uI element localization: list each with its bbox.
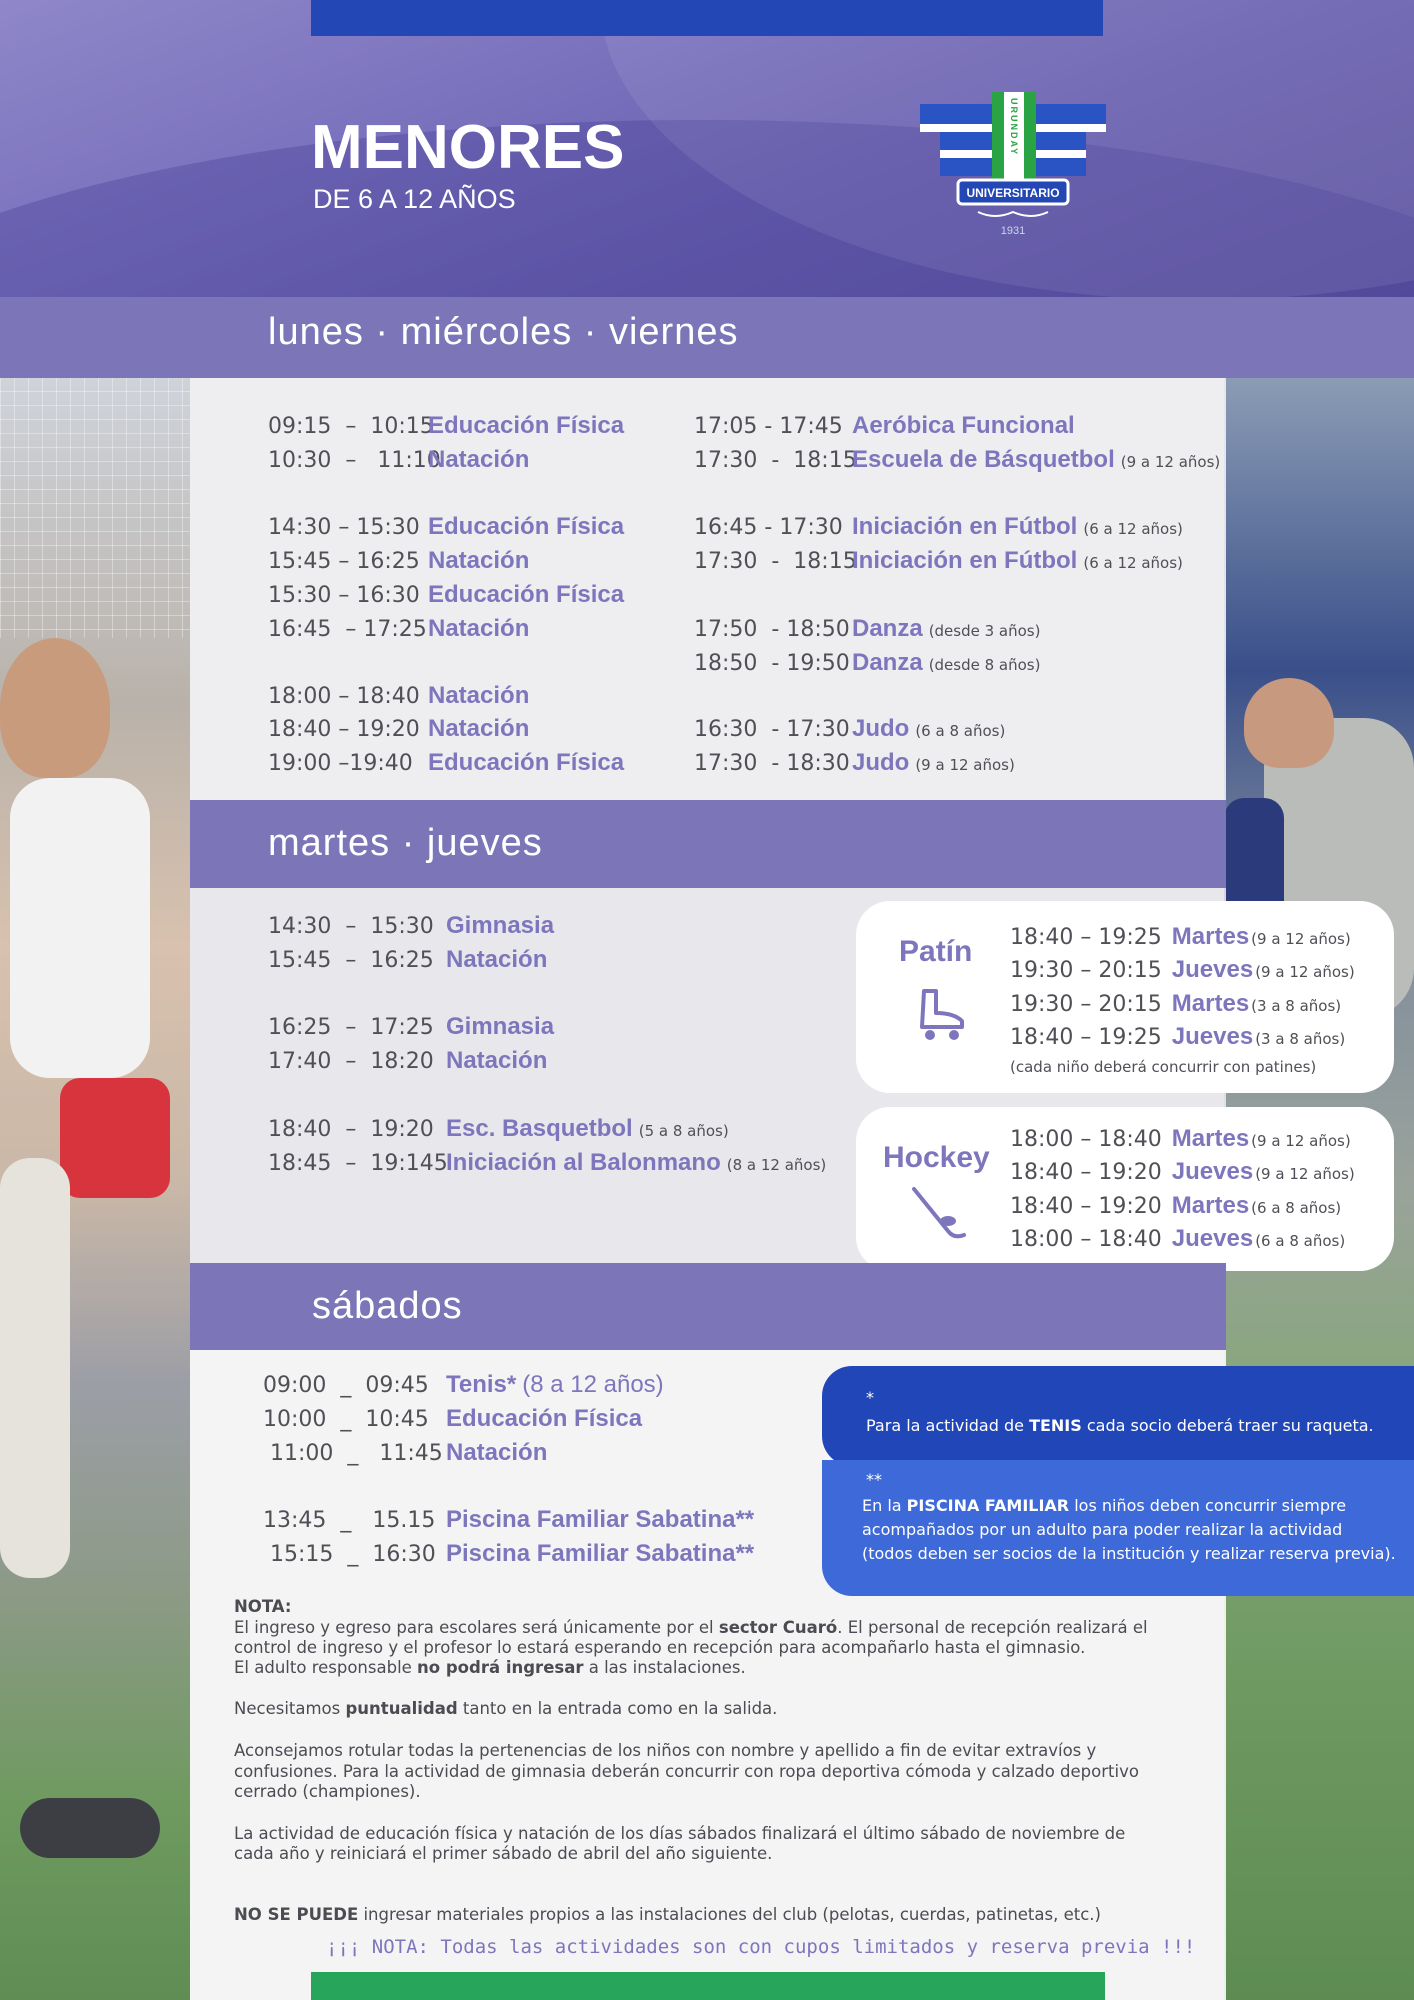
piscina-note-line1: En la PISCINA FAMILIAR los niños deben concurrir siempre xyxy=(862,1496,1347,1515)
row-time: 18:40 – 19:25 xyxy=(1010,925,1162,950)
row-note: (8 a 12 años) xyxy=(726,1156,827,1174)
schedule-row xyxy=(263,1506,760,1534)
schedule-row xyxy=(694,446,1220,474)
row-activity: Iniciación en Fútbol xyxy=(852,513,1078,540)
row-note: (6 a 8 años) xyxy=(915,722,1006,740)
row-activity: Iniciación en Fútbol xyxy=(852,547,1078,574)
logo-vertical-text: URUNDAY xyxy=(1009,98,1019,157)
schedule-row xyxy=(268,513,630,541)
patin-row xyxy=(1010,1023,1345,1051)
row-activity: Educación Física xyxy=(428,412,625,439)
club-logo xyxy=(920,92,1106,242)
row-activity: Judo xyxy=(852,715,910,742)
row-time: 10:00 _ 10:45 xyxy=(263,1407,429,1432)
row-activity: Jueves xyxy=(1171,956,1254,983)
nota-p3-line1: Aconsejamos rotular todas la pertenencias de los niños con nombre y apellido a fin de evitar extravíos y xyxy=(234,1741,1097,1760)
roller-skate-icon xyxy=(914,987,970,1043)
piscina-note-box xyxy=(822,1460,1414,1596)
tenis-note-mark: * xyxy=(866,1388,874,1407)
row-note: (9 a 12 años) xyxy=(1120,453,1221,471)
patin-row xyxy=(1010,956,1355,984)
row-time: 18:00 – 18:40 xyxy=(1010,1127,1162,1152)
schedule-row xyxy=(694,513,1183,541)
row-time: 19:30 – 20:15 xyxy=(1010,992,1162,1017)
row-activity: Educación Física xyxy=(446,1405,643,1432)
row-activity: Natación xyxy=(446,1439,548,1466)
row-activity: Judo xyxy=(852,749,910,776)
row-time: 17:30 - 18:15 xyxy=(694,448,857,473)
row-time: 16:45 - 17:30 xyxy=(694,515,843,540)
row-time: 09:00 _ 09:45 xyxy=(263,1373,429,1398)
patin-row xyxy=(1010,923,1351,951)
nota-p2: Necesitamos puntualidad tanto en la entrada como en la salida. xyxy=(234,1699,778,1718)
logo-year: 1931 xyxy=(1000,225,1026,237)
row-time: 15:45 – 16:25 xyxy=(268,549,420,574)
nota-p3-line3: cerrado (championes). xyxy=(234,1782,421,1801)
row-time: 18:50 - 19:50 xyxy=(694,651,850,676)
row-activity: Educación Física xyxy=(428,749,625,776)
row-time: 16:25 – 17:25 xyxy=(268,1015,434,1040)
schedule-row xyxy=(694,547,1183,575)
row-activity: Jueves xyxy=(1171,1225,1254,1252)
tenis-note-box xyxy=(822,1366,1414,1466)
fence-net xyxy=(0,378,190,638)
page-title: MENORES xyxy=(311,113,625,182)
logo-banner-text: UNIVERSITARIO xyxy=(966,186,1060,200)
hockey-row xyxy=(1010,1192,1341,1220)
row-time: 17:30 - 18:30 xyxy=(694,751,850,776)
row-note: (3 a 8 años) xyxy=(1255,1030,1346,1048)
row-note: (9 a 12 años) xyxy=(1255,1165,1355,1183)
row-note: (9 a 12 años) xyxy=(1251,930,1351,948)
row-time: 16:30 - 17:30 xyxy=(694,717,850,742)
row-time: 17:05 - 17:45 xyxy=(694,414,843,439)
schedule-row xyxy=(268,615,535,643)
nota-p4-line1: La actividad de educación física y natación de los días sábados finalizará el último sábado de noviembre de xyxy=(234,1824,1126,1843)
nota-p1-line1: El ingreso y egreso para escolares será únicamente por el sector Cuaró. El personal de recepción realizará el xyxy=(234,1618,1148,1637)
row-activity: Educación Física xyxy=(428,581,625,608)
row-activity: Natación xyxy=(428,446,530,473)
schedule-row xyxy=(268,581,630,609)
final-note: ¡¡¡ NOTA: Todas las actividades son con cupos limitados y reserva previa !!! xyxy=(326,1936,1196,1958)
row-activity: Danza xyxy=(852,649,923,676)
row-time: 16:45 – 17:25 xyxy=(268,617,427,642)
schedule-row xyxy=(263,1439,553,1467)
child-figure xyxy=(1244,678,1334,768)
schedule-row xyxy=(268,1013,560,1041)
row-note: (desde 3 años) xyxy=(928,622,1041,640)
schedule-row xyxy=(694,715,1005,743)
row-activity: Martes xyxy=(1171,923,1250,950)
row-time: 17:40 – 18:20 xyxy=(268,1049,434,1074)
row-time: 11:00 _ 11:45 xyxy=(263,1441,443,1466)
row-note: (3 a 8 años) xyxy=(1251,997,1342,1015)
patin-row xyxy=(1010,990,1341,1018)
row-time: 17:50 - 18:50 xyxy=(694,617,850,642)
row-activity: Natación xyxy=(446,946,548,973)
hockey-row xyxy=(1010,1225,1345,1253)
nota-p1-line3: El adulto responsable no podrá ingresar a las instalaciones. xyxy=(234,1658,746,1677)
piscina-note-mark: ** xyxy=(866,1470,882,1489)
schedule-row xyxy=(263,1540,760,1568)
top-blue-bar xyxy=(311,0,1103,36)
child-figure xyxy=(60,1078,170,1198)
schedule-row xyxy=(263,1405,648,1433)
hockey-row xyxy=(1010,1158,1355,1186)
schedule-row xyxy=(268,446,535,474)
child-figure xyxy=(0,638,110,778)
row-time: 17:30 - 18:15 xyxy=(694,549,857,574)
row-activity: Escuela de Básquetbol xyxy=(852,446,1115,473)
row-note: (6 a 8 años) xyxy=(1255,1232,1346,1250)
schedule-row xyxy=(268,946,553,974)
schedule-row xyxy=(263,1371,664,1399)
patin-title: Patín xyxy=(899,935,973,968)
row-time: 18:00 – 18:40 xyxy=(268,684,420,709)
row-activity: Natación xyxy=(428,715,530,742)
row-time: 14:30 – 15:30 xyxy=(268,914,434,939)
row-time: 10:30 – 11:10 xyxy=(268,448,441,473)
nota-label: NOTA: xyxy=(234,1597,292,1616)
row-time: 15:30 – 16:30 xyxy=(268,583,420,608)
background-photo-left xyxy=(0,378,190,2000)
schedule-row xyxy=(268,1047,553,1075)
row-time: 18:00 – 18:40 xyxy=(1010,1227,1162,1252)
row-note: (9 a 12 años) xyxy=(915,756,1015,774)
row-activity: Gimnasia xyxy=(446,912,555,939)
schedule-row xyxy=(694,615,1040,643)
patin-card xyxy=(856,901,1394,1093)
hockey-card xyxy=(856,1107,1394,1271)
schedule-row xyxy=(268,412,630,440)
row-activity: Natación xyxy=(428,615,530,642)
row-note: (6 a 8 años) xyxy=(1251,1199,1342,1217)
bottom-green-bar xyxy=(311,1972,1105,2000)
patin-footnote: (cada niño deberá concurrir con patines) xyxy=(1010,1058,1317,1076)
row-activity: Natación xyxy=(428,682,530,709)
row-activity: Educación Física xyxy=(428,513,625,540)
row-activity: Jueves xyxy=(1171,1023,1254,1050)
nota-p4-line2: cada año y reiniciará el primer sábado de abril del año siguiente. xyxy=(234,1844,773,1863)
schedule-row xyxy=(268,547,535,575)
row-activity: Natación xyxy=(428,547,530,574)
hockey-stick-icon xyxy=(908,1183,974,1249)
row-time: 09:15 – 10:15 xyxy=(268,414,434,439)
row-activity: Natación xyxy=(446,1047,548,1074)
row-activity: Piscina Familiar Sabatina** xyxy=(446,1506,755,1533)
row-note: (5 a 8 años) xyxy=(638,1122,729,1140)
row-time: 18:40 – 19:25 xyxy=(1010,1025,1162,1050)
tenis-note-text: Para la actividad de TENIS cada socio deberá traer su raqueta. xyxy=(866,1416,1374,1435)
row-activity: Aeróbica Funcional xyxy=(852,412,1075,439)
row-time: 18:40 – 19:20 xyxy=(268,1117,434,1142)
child-figure xyxy=(0,1158,70,1578)
row-activity: Tenis* xyxy=(446,1371,517,1398)
row-time: 15:15 _ 16:30 xyxy=(263,1542,436,1567)
row-activity: Danza xyxy=(852,615,923,642)
row-time: 18:40 – 19:20 xyxy=(1010,1160,1162,1185)
row-activity: Esc. Basquetbol xyxy=(446,1115,633,1142)
schedule-row xyxy=(694,412,1081,440)
row-activity: Jueves xyxy=(1171,1158,1254,1185)
schedule-row xyxy=(268,912,560,940)
schedule-row xyxy=(694,649,1040,677)
row-time: 13:45 _ 15.15 xyxy=(263,1508,436,1533)
child-figure xyxy=(10,778,150,1078)
row-note: (8 a 12 años) xyxy=(522,1371,664,1398)
row-activity: Iniciación al Balonmano xyxy=(446,1149,721,1176)
row-activity: Gimnasia xyxy=(446,1013,555,1040)
row-activity: Martes xyxy=(1171,990,1250,1017)
row-time: 18:45 – 19:145 xyxy=(268,1151,448,1176)
row-note: (9 a 12 años) xyxy=(1251,1132,1351,1150)
child-figure xyxy=(20,1798,160,1858)
page-subtitle: DE 6 A 12 AÑOS xyxy=(313,184,516,214)
row-note: (9 a 12 años) xyxy=(1255,963,1355,981)
section-header-mj: martes · jueves xyxy=(190,800,1226,888)
header-banner xyxy=(0,0,1414,297)
row-note: (6 a 12 años) xyxy=(1083,554,1183,572)
row-time: 19:30 – 20:15 xyxy=(1010,958,1162,983)
row-activity: Martes xyxy=(1171,1125,1250,1152)
nota-p1-line2: control de ingreso y el profesor lo estará esperando en recepción para acompañarlo hasta el gimnasio. xyxy=(234,1638,1086,1657)
piscina-note-line3: (todos deben ser socios de la institución y realizar reserva previa). xyxy=(862,1544,1396,1563)
row-note: (desde 8 años) xyxy=(928,656,1041,674)
row-time: 18:40 – 19:20 xyxy=(268,717,420,742)
row-activity: Piscina Familiar Sabatina** xyxy=(446,1540,755,1567)
row-note: (6 a 12 años) xyxy=(1083,520,1183,538)
schedule-row xyxy=(694,749,1015,777)
section-header-sab: sábados xyxy=(190,1263,1226,1350)
hockey-title: Hockey xyxy=(883,1141,990,1174)
row-time: 15:45 – 16:25 xyxy=(268,948,434,973)
schedule-row xyxy=(268,1115,729,1143)
nota-p3-line2: confusiones. Para la actividad de gimnasia deberán concurrir con ropa deportiva cómoda y calzado deportivo xyxy=(234,1762,1139,1781)
schedule-row xyxy=(268,749,630,777)
section-header-lmv: lunes · miércoles · viernes xyxy=(0,297,1414,378)
schedule-row xyxy=(268,715,535,743)
hockey-row xyxy=(1010,1125,1351,1153)
row-activity: Martes xyxy=(1171,1192,1250,1219)
piscina-note-line2: acompañados por un adulto para poder realizar la actividad xyxy=(862,1520,1343,1539)
row-time: 14:30 – 15:30 xyxy=(268,515,420,540)
schedule-row xyxy=(268,682,535,710)
schedule-row xyxy=(268,1149,826,1177)
row-time: 19:00 –19:40 xyxy=(268,751,413,776)
row-time: 18:40 – 19:20 xyxy=(1010,1194,1162,1219)
nota-p5: NO SE PUEDE ingresar materiales propios a las instalaciones del club (pelotas, cuerdas, patinetas, etc.) xyxy=(234,1905,1101,1924)
